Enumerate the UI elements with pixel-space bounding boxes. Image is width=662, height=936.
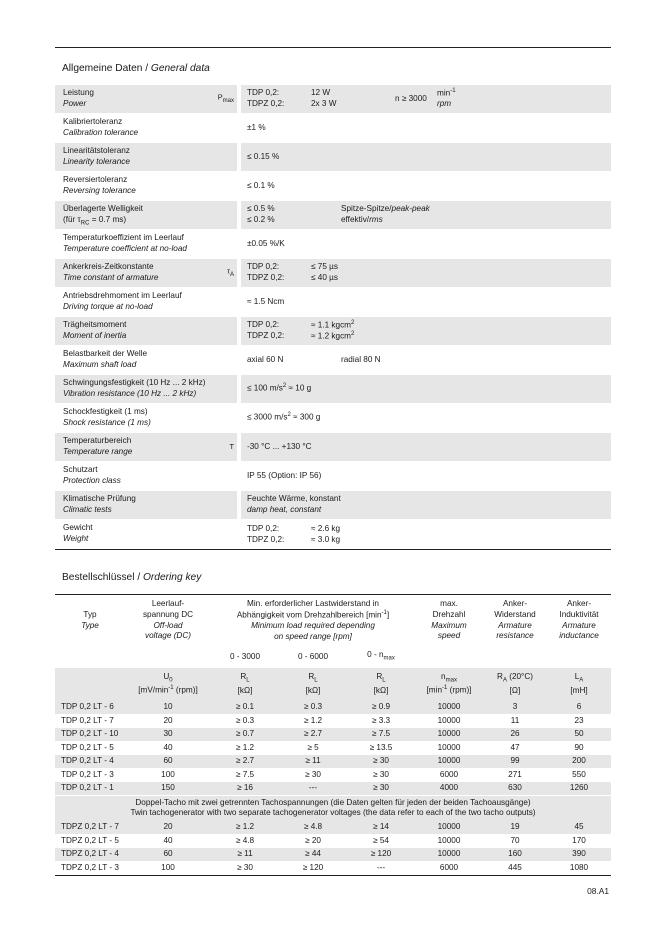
table-cell: ≥ 30	[211, 861, 279, 875]
table-cell: 60	[125, 755, 211, 769]
table-cell: 26	[483, 728, 547, 742]
table-cell: ---	[347, 861, 415, 875]
table-cell: ≥ 0.7	[211, 728, 279, 742]
twin-tacho-note: Doppel-Tacho mit zwei getrennten Tachospannungen (die Daten gelten für jeden der beiden Tachoausgänge) Twin tachogenerator with two separate tachogenerator voltages (the data refer to each of the two tacho outputs)	[55, 795, 611, 821]
symbol: $P_{max}$	[217, 92, 234, 104]
table-cell: 271	[483, 768, 547, 782]
general-data-title: Allgemeine Daten / General data	[62, 63, 210, 74]
table-cell: 170	[547, 834, 611, 848]
range-row: 0 - 3000 0 - 6000 $0 - n_{max}$	[229, 650, 395, 662]
table-cell: ≥ 30	[279, 768, 347, 782]
table-cell: 10000	[415, 821, 483, 835]
table-cell: TDPZ 0,2 LT - 5	[55, 834, 125, 848]
table-cell: 150	[125, 782, 211, 796]
table-cell: 10	[125, 701, 211, 715]
table-row	[55, 821, 611, 835]
row-vibration: Schwingungsfestigkeit (10 Hz ... 2 kHz) Vibration resistance (10 Hz ... 2 kHz) ≤ 100 $m/s^2 \approx 10$ g	[55, 375, 611, 404]
power-condition: n ≥ 3000	[395, 94, 427, 103]
row-climatic-tests: Klimatische Prüfung Climatic tests Feuchte Wärme, konstant damp heat, constant	[55, 491, 611, 520]
table-row	[55, 848, 611, 862]
table-cell: TDP 0,2 LT - 10	[55, 728, 125, 742]
table-cell: 30	[125, 728, 211, 742]
table-cell: ≥ 4.8	[279, 821, 347, 835]
table-cell: 50	[547, 728, 611, 742]
table-cell: 445	[483, 861, 547, 875]
table-cell: ≥ 3.3	[347, 714, 415, 728]
table-cell: ≥ 2.7	[279, 728, 347, 742]
table-cell: ≥ 30	[347, 768, 415, 782]
table-cell: ≥ 7.5	[347, 728, 415, 742]
table-cell: 20	[125, 714, 211, 728]
row-calibration: Kalibriertoleranz Calibration tolerance ±1 %	[55, 114, 611, 143]
table-row	[55, 701, 611, 715]
table-cell: 6000	[415, 768, 483, 782]
table-cell: TDP 0,2 LT - 5	[55, 741, 125, 755]
row-power: Leistung Power $P_{max}$ TDP 0,2: 12 W TDPZ 0,2: 2x 3 W n ≥ 3000 $\min^{-1}$ rpm	[55, 85, 611, 114]
row-ripple: Überlagerte Welligkeit (für $\tau_{RC} = 0.7$ ms) ≤ 0.5 % ≤ 0.2 % Spitze-Spitze/peak-peak effektiv/rms	[55, 201, 611, 230]
table-cell: ≥ 1.2	[279, 714, 347, 728]
table-cell: 47	[483, 741, 547, 755]
row-protection-class: Schutzart Protection class IP 55 (Option: IP 56)	[55, 462, 611, 491]
table-cell: TDP 0,2 LT - 1	[55, 782, 125, 796]
table-cell: ≥ 54	[347, 834, 415, 848]
table-cell: 90	[547, 741, 611, 755]
table-cell: 100	[125, 861, 211, 875]
table-cell: ≥ 120	[347, 848, 415, 862]
header-row: Typ Type Leerlauf- spannung DC Off-load voltage (DC) Min. erforderlicher Lastwiderstand in Abhängigkeit vom Drehzahlbereich $[\min^{-1}]$ Minimum load required depending on speed range [rpm] max. Drehzahl Maximum speed Anker- Widerstand Armature resistance Anker- Induktivität Armature inductance	[81, 599, 599, 641]
table-cell: ---	[279, 782, 347, 796]
table-cell: ≥ 30	[347, 782, 415, 796]
general-data-table	[55, 85, 611, 550]
table-cell: 10000	[415, 741, 483, 755]
top-rule	[55, 47, 611, 48]
row-linearity: Linearitätstoleranz Linearity tolerance ≤ 0.15 %	[55, 143, 611, 172]
table-cell: ≥ 30	[347, 755, 415, 769]
page-number: 08.A1	[587, 886, 609, 896]
row-driving-torque: Antriebsdrehmoment im Leerlauf Driving torque at no-load ≈ 1.5 Ncm	[55, 288, 611, 317]
power-unit: $\min^{-1}$ rpm	[437, 88, 456, 109]
table-cell: 20	[125, 821, 211, 835]
label-de: Leistung	[63, 88, 94, 97]
row-temp-coefficient: Temperaturkoeffizient im Leerlauf Temperature coefficient at no-load ±0.05 %/K	[55, 230, 611, 259]
table-cell: 4000	[415, 782, 483, 796]
table-cell: ≥ 0.3	[211, 714, 279, 728]
table-cell: TDPZ 0,2 LT - 7	[55, 821, 125, 835]
ordering-key-title: Bestellschlüssel / Ordering key	[62, 572, 202, 583]
table-cell: 99	[483, 755, 547, 769]
table-cell: 550	[547, 768, 611, 782]
table-cell: ≥ 13.5	[347, 741, 415, 755]
row-armature-time-constant: Ankerkreis-Zeitkonstante Time constant of armature $\tau_A$ TDP 0,2: ≤ 75 µs TDPZ 0,2: ≤ 40 µs	[55, 259, 611, 288]
table-row	[55, 768, 611, 782]
table-cell: 40	[125, 741, 211, 755]
table-cell: ≥ 4.8	[211, 834, 279, 848]
table-cell: 3	[483, 701, 547, 715]
table-cell: ≥ 1.2	[211, 821, 279, 835]
table-cell: TDP 0,2 LT - 6	[55, 701, 125, 715]
table-cell: 10000	[415, 714, 483, 728]
table-cell: 19	[483, 821, 547, 835]
row-shock: Schockfestigkeit (1 ms) Shock resistance (1 ms) ≤ 3000 $m/s^2 \approx 300$ g	[55, 404, 611, 433]
row-weight: Gewicht Weight TDP 0,2: ≈ 2.6 kg TDPZ 0,2: ≈ 3.0 kg	[55, 520, 611, 550]
table-cell: ≥ 11	[279, 755, 347, 769]
table-cell: 10000	[415, 728, 483, 742]
row-temperature-range: Temperaturbereich Temperature range T -30 °C ... +130 °C	[55, 433, 611, 462]
table-cell: 630	[483, 782, 547, 796]
table-cell: 10000	[415, 701, 483, 715]
table-cell: 40	[125, 834, 211, 848]
table-row	[55, 861, 611, 875]
label-en: Power	[63, 98, 87, 108]
units-row: $U_0$ [$mV/\min^{-1}$ (rpm)] $R_L$ [kΩ] $R_L$ [kΩ] $R_L$ [kΩ] $n_{max}$ [$\min^{-1}$ (rpm)] $R_A$ (20°C) [Ω] $L_A$ [mH]	[55, 668, 611, 701]
table-row	[55, 714, 611, 728]
table-cell: ≥ 1.2	[211, 741, 279, 755]
table-cell: ≥ 0.3	[279, 701, 347, 715]
table-row	[55, 728, 611, 742]
table-cell: ≥ 14	[347, 821, 415, 835]
table-cell: 10000	[415, 834, 483, 848]
table-cell: 1260	[547, 782, 611, 796]
table-cell: 6	[547, 701, 611, 715]
table-cell: 10000	[415, 755, 483, 769]
table-cell: ≥ 7.5	[211, 768, 279, 782]
ordering-key-table	[55, 594, 611, 876]
table-cell: 390	[547, 848, 611, 862]
table-cell: ≥ 0.1	[211, 701, 279, 715]
table-cell: ≥ 2.7	[211, 755, 279, 769]
table-cell: ≥ 11	[211, 848, 279, 862]
row-shaft-load: Belastbarkeit der Welle Maximum shaft load axial 60 N radial 80 N	[55, 346, 611, 375]
table-row	[55, 741, 611, 755]
table-cell: 100	[125, 768, 211, 782]
table-cell: TDP 0,2 LT - 4	[55, 755, 125, 769]
row-inertia: Trägheitsmoment Moment of inertia TDP 0,2: ≈ 1.1 kgcm$^2$ TDPZ 0,2: ≈ 1.2 kgcm$^2$	[55, 317, 611, 346]
table-row	[55, 834, 611, 848]
table-cell: TDP 0,2 LT - 3	[55, 768, 125, 782]
table-cell: ≥ 0.9	[347, 701, 415, 715]
table-cell: ≥ 120	[279, 861, 347, 875]
table-row	[55, 782, 611, 796]
table-cell: 10000	[415, 848, 483, 862]
table-cell: 60	[125, 848, 211, 862]
table-cell: ≥ 5	[279, 741, 347, 755]
table-cell: ≥ 16	[211, 782, 279, 796]
table-cell: 160	[483, 848, 547, 862]
table-cell: 45	[547, 821, 611, 835]
table-cell: 70	[483, 834, 547, 848]
table-cell: ≥ 20	[279, 834, 347, 848]
table-cell: 200	[547, 755, 611, 769]
table-cell: 1080	[547, 861, 611, 875]
table-cell: 23	[547, 714, 611, 728]
table-row	[55, 755, 611, 769]
table-cell: 6000	[415, 861, 483, 875]
row-reversing: Reversiertoleranz Reversing tolerance ≤ 0.1 %	[55, 172, 611, 201]
table-cell: ≥ 44	[279, 848, 347, 862]
table-cell: TDPZ 0,2 LT - 4	[55, 848, 125, 862]
table-cell: TDPZ 0,2 LT - 3	[55, 861, 125, 875]
table-cell: TDP 0,2 LT - 7	[55, 714, 125, 728]
table-cell: 11	[483, 714, 547, 728]
